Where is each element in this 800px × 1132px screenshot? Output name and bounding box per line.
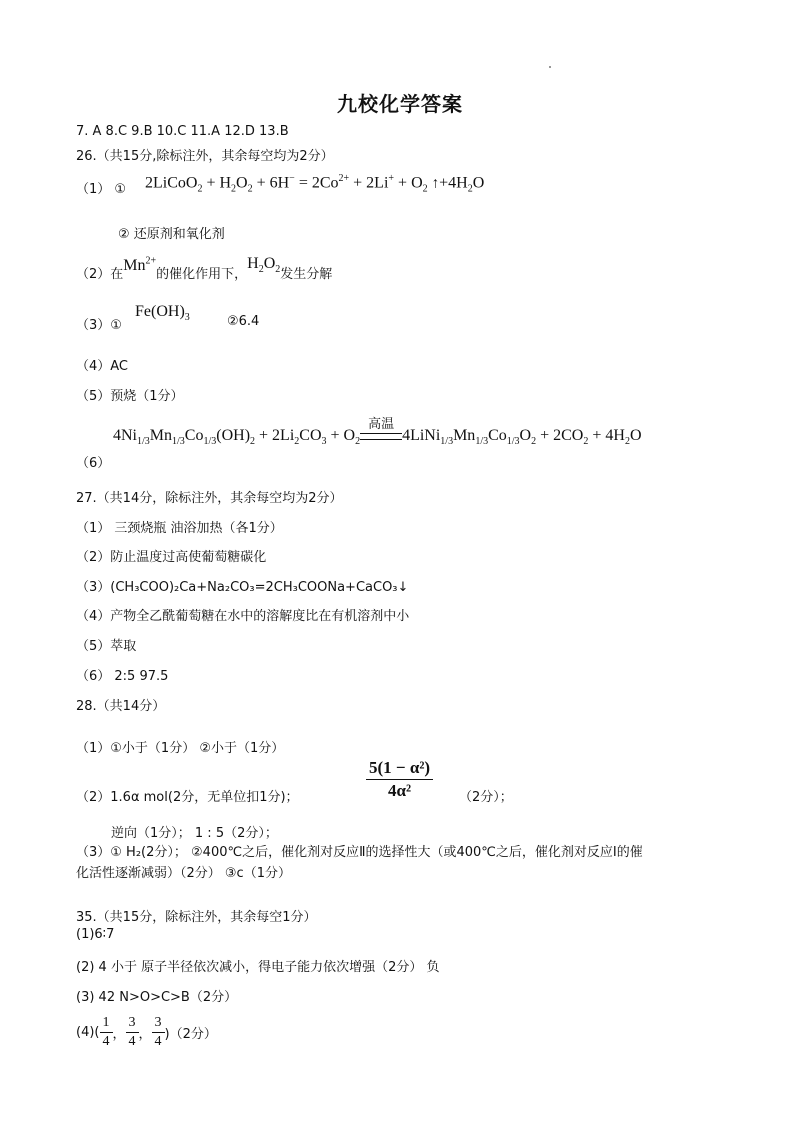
q27-p6: （6） 2:5 97.5 [76,669,169,684]
q26-header: 26.（共15分,除标注外，其余每空均为2分） [76,149,334,164]
page-title: 九校化学答案 [337,92,463,116]
q35-p4: (4)( $\frac{1}{4}$ ， $\frac{3}{4}$ ， $\frac{3}{4}$ )（2分） [76,1015,217,1049]
q28-p3-a: （3）① H₂(2分）； ②400℃之后，催化剂对反应Ⅱ的选择性大（或400℃之后，催化剂对反应Ⅰ的催 [76,845,643,860]
q28-p3-b: 化活性逐渐减弱）（2分） ③c（1分） [76,866,291,881]
q26-p3-value: ②6.4 [227,314,260,329]
q27-p2: （2）防止温度过高使葡萄糖碳化 [76,550,267,565]
q26-p3-label: （3）① [76,318,122,333]
q26-p2: （2）在$Mn^{2+}$的催化作用下，$H_2O_2$发生分解 [76,255,333,282]
q35-p3: (3) 42 N>O>C>B（2分） [76,990,238,1005]
q26-p1-label: （1） ① [76,182,127,197]
q27-p4: （4）产物全乙酰葡萄糖在水中的溶解度比在有机溶剂中小 [76,609,410,624]
q35-p2: (2) 4 小于 原子半径依次减小，得电子能力依次增强（2分） 负 [76,960,440,975]
q35-p1: (1)6∶7 [76,927,115,942]
q27-p3: （3）(CH₃COO)₂Ca+Na₂CO₃=2CH₃COONa+CaCO₃↓ [76,580,409,595]
q28-p1: （1）①小于（1分） ②小于（1分） [76,741,285,756]
q28-p2-b: （2分）； [459,790,513,805]
q27-header: 27.（共14分，除标注外，其余每空均为2分） [76,491,343,506]
q26-p6-label: （6） [76,456,111,471]
q27-p1: （1） 三颈烧瓶 油浴加热（各1分） [76,521,283,536]
q26-p1-2: ② 还原剂和氧化剂 [118,227,225,242]
q26-p1-equation: 2LiCoO$_2$ + $H_2O_2 + 6H^- = 2Co^{2+} + 2Li^+ + O_2$ $↑+4H_2O$ [145,173,485,195]
q26-p4: （4）AC [76,359,129,374]
q28-p2-fraction: $\frac{\text{5(1 − α²)}}{\text{4α²}}$ [366,758,433,801]
q26-p5: （5）预烧（1分） [76,389,184,404]
stray-dot [549,66,551,68]
q28-p2-c: 逆向（1分）； 1 : 5（2分）； [111,826,278,841]
mc-answers: 7. A 8.C 9.B 10.C 11.A 12.D 13.B [76,124,289,139]
q26-p6-equation: $4Ni_{1/3}Mn_{1/3}Co_{1/3}(OH)_2 + 2Li_2CO_3 + O_2$ 高温 $4LiNi_{1/3}Mn_{1/3}Co_{1/3}O_2 + 2CO_2 + 4H_2O$ [113,416,642,448]
q26-p3-formula: $Fe(OH)_3$ [135,303,190,324]
q28-p2-a: （2）1.6α mol(2分，无单位扣1分)； [76,790,299,805]
q35-header: 35.（共15分，除标注外，其余每空1分） [76,910,317,925]
q28-header: 28.（共14分） [76,699,166,714]
q27-p5: （5）萃取 [76,639,137,654]
